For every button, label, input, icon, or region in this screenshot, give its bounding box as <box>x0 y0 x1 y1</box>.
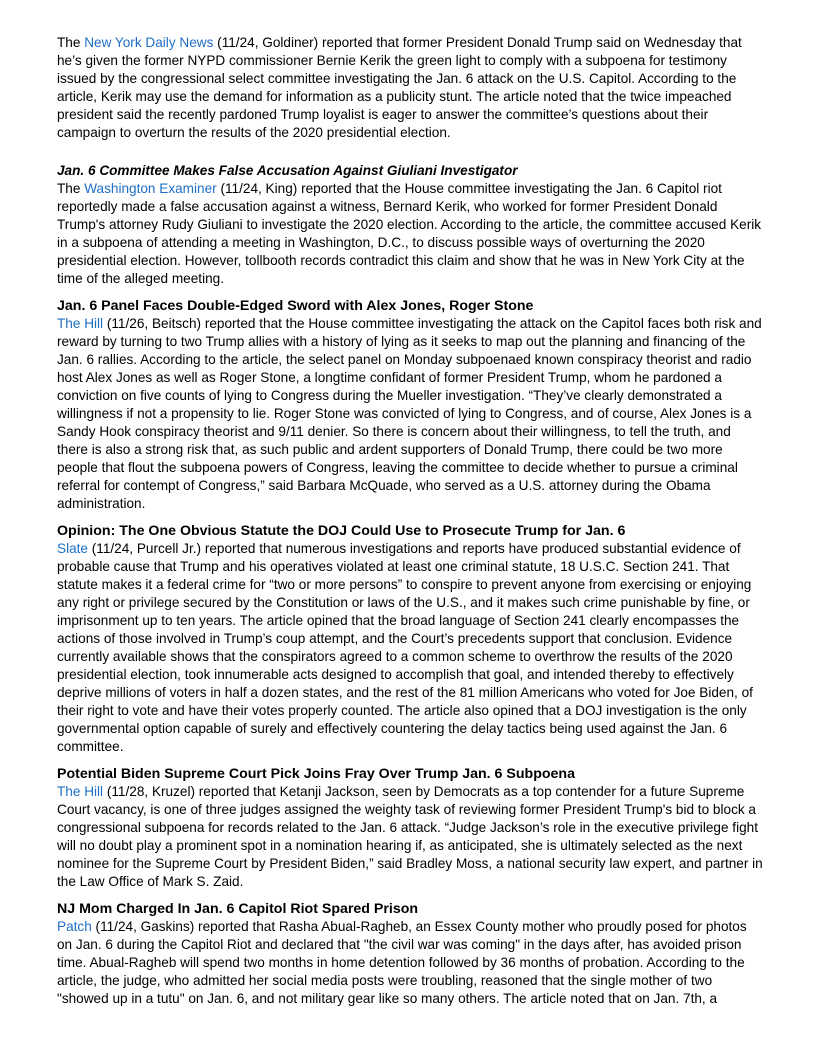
article-headline: Opinion: The One Obvious Statute the DOJ Could Use to Prosecute Trump for Jan. 6 <box>57 523 626 539</box>
article-prefix: The <box>57 35 85 50</box>
article-text: (11/24, Gaskins) reported that Rasha Abual-Ragheb, an Essex County mother who proudly posed for photos on Jan. 6 during the Capitol Riot and declared that "the civil war was coming" in the days after, has avoided prison time. Abual-Ragheb will spend two months in home detention followed by 36 months of probation. According to the article, the judge, who admitted her social media posts were troubling, reasoned that the single mother of two "showed up in a tutu" on Jan. 6, and not military gear like so many others. The article noted that on Jan. 7th, a <box>57 919 747 1006</box>
article-prefix: The <box>57 181 85 196</box>
source-link-the-hill[interactable]: The Hill <box>57 316 104 331</box>
article-headline: NJ Mom Charged In Jan. 6 Capitol Riot Spared Prison <box>57 901 419 917</box>
source-link-washington-examiner[interactable]: Washington Examiner <box>84 181 217 196</box>
article-headline: Potential Biden Supreme Court Pick Joins Fray Over Trump Jan. 6 Subpoena <box>57 766 575 782</box>
article-text: (11/24, Purcell Jr.) reported that numerous investigations and reports have produced substantial evidence of probable cause that Trump and his operatives violated at least one criminal statute, 18 U.S.C. Section 241. That statute makes it a federal crime for “two or more persons” to conspire to prevent anyone from exercising or enjoying any right or privilege secured by the Constitution or laws of the U.S., and it makes such crime punishable by fine, or imprisonment up to ten years. The article opined that the broad language of Section 241 clearly encompasses the actions of those involved in Trump’s coup attempt, and the Court’s precedents support that conclusion. Evidence currently available shows that the conspirators agreed to a common scheme to overthrow the results of the 2020 presidential election, took innumerable acts designed to accomplish that goal, and intended thereby to effectively deprive millions of voters in half a dozen states, and the rest of the 81 million Americans who voted for Joe Biden, of their right to vote and have their votes properly counted. The article also opined that a DOJ investigation is the only governmental option capable of surely and effectively countering the delay tactics being used against the Jan. 6 committee. <box>57 541 753 754</box>
article-body <box>57 918 763 1008</box>
article-text: (11/24, Goldiner) reported that former President Donald Trump said on Wednesday that he’s given the former NYPD commissioner Bernie Kerik the green light to comply with a subpoena for testimony issued by the congressional select committee investigating the Jan. 6 attack on the U.S. Capitol. According to the article, Kerik may use the demand for information as a publicity stunt. The article noted that the twice impeached president said the recently pardoned Trump loyalist is eager to answer the committee’s questions about their campaign to overturn the results of the 2020 presidential election. <box>57 35 742 140</box>
article-headline: Jan. 6 Panel Faces Double-Edged Sword with Alex Jones, Roger Stone <box>57 298 534 314</box>
article-text: (11/26, Beitsch) reported that the House committee investigating the attack on the Capitol faces both risk and reward by turning to two Trump allies with a history of lying as it seeks to map out the planning and financing of the Jan. 6 rallies. According to the article, the select panel on Monday subpoenaed known conspiracy theorist and radio host Alex Jones as well as Roger Stone, a longtime confidant of former President Trump, whom he pardoned a conviction on five counts of lying to Congress during the Mueller investigation. “They’ve clearly demonstrated a willingness if not a propensity to lie. Roger Stone was convicted of lying to Congress, and of course, Alex Jones is a Sandy Hook conspiracy theorist and 9/11 denier. So there is concern about their willingness, to tell the truth, and there is also a strong risk that, as such public and ardent supporters of Donald Trump, there could be two more people that flout the subpoena powers of Congress, leaving the committee to decide whether to pursue a criminal referral for contempt of Congress,” said Barbara McQuade, who served as a U.S. attorney during the Obama administration. <box>57 316 762 511</box>
article-body <box>57 783 763 891</box>
article-text: (11/24, King) reported that the House committee investigating the Jan. 6 Capitol riot reportedly made a false accusation against a witness, Bernard Kerik, who worked for former President Donald Trump's attorney Rudy Giuliani to investigate the 2020 election. According to the article, the committee accused Kerik in a subpoena of attending a meeting in Washington, D.C., to discuss possible ways of overturning the 2020 presidential election. However, tollbooth records contradict this claim and show that he was in New York City at the time of the alleged meeting. <box>57 181 762 286</box>
article-doj-statute <box>57 522 763 756</box>
source-link-the-hill[interactable]: The Hill <box>57 784 104 799</box>
article-jones-stone <box>57 297 763 513</box>
article-headline: Jan. 6 Committee Makes False Accusation Against Giuliani Investigator <box>57 163 518 178</box>
article-body <box>57 34 763 142</box>
document-page <box>57 34 763 1017</box>
article-text: (11/28, Kruzel) reported that Ketanji Jackson, seen by Democrats as a top contender for a future Supreme Court vacancy, is one of three judges assigned the weighty task of reviewing former President Trump's bid to block a congressional subpoena for records related to the Jan. 6 attack. “Judge Jackson’s role in the executive privilege fight will no doubt play a prominent spot in a nomination hearing if, as anticipated, she is ultimately selected as the next nominee for the Supreme Court by President Biden,” said Bradley Moss, a national security law expert, and partner in the Law Office of Mark S. Zaid. <box>57 784 763 889</box>
article-ny-daily-news <box>57 34 763 142</box>
article-nj-mom <box>57 900 763 1008</box>
source-link-patch[interactable]: Patch <box>57 919 92 934</box>
article-giuliani-investigator <box>57 162 763 288</box>
source-link-slate[interactable]: Slate <box>57 541 88 556</box>
article-body <box>57 180 763 288</box>
source-link-new-york-daily-news[interactable]: New York Daily News <box>84 35 214 50</box>
article-body <box>57 540 763 756</box>
article-body <box>57 315 763 513</box>
article-supreme-court-pick <box>57 765 763 891</box>
